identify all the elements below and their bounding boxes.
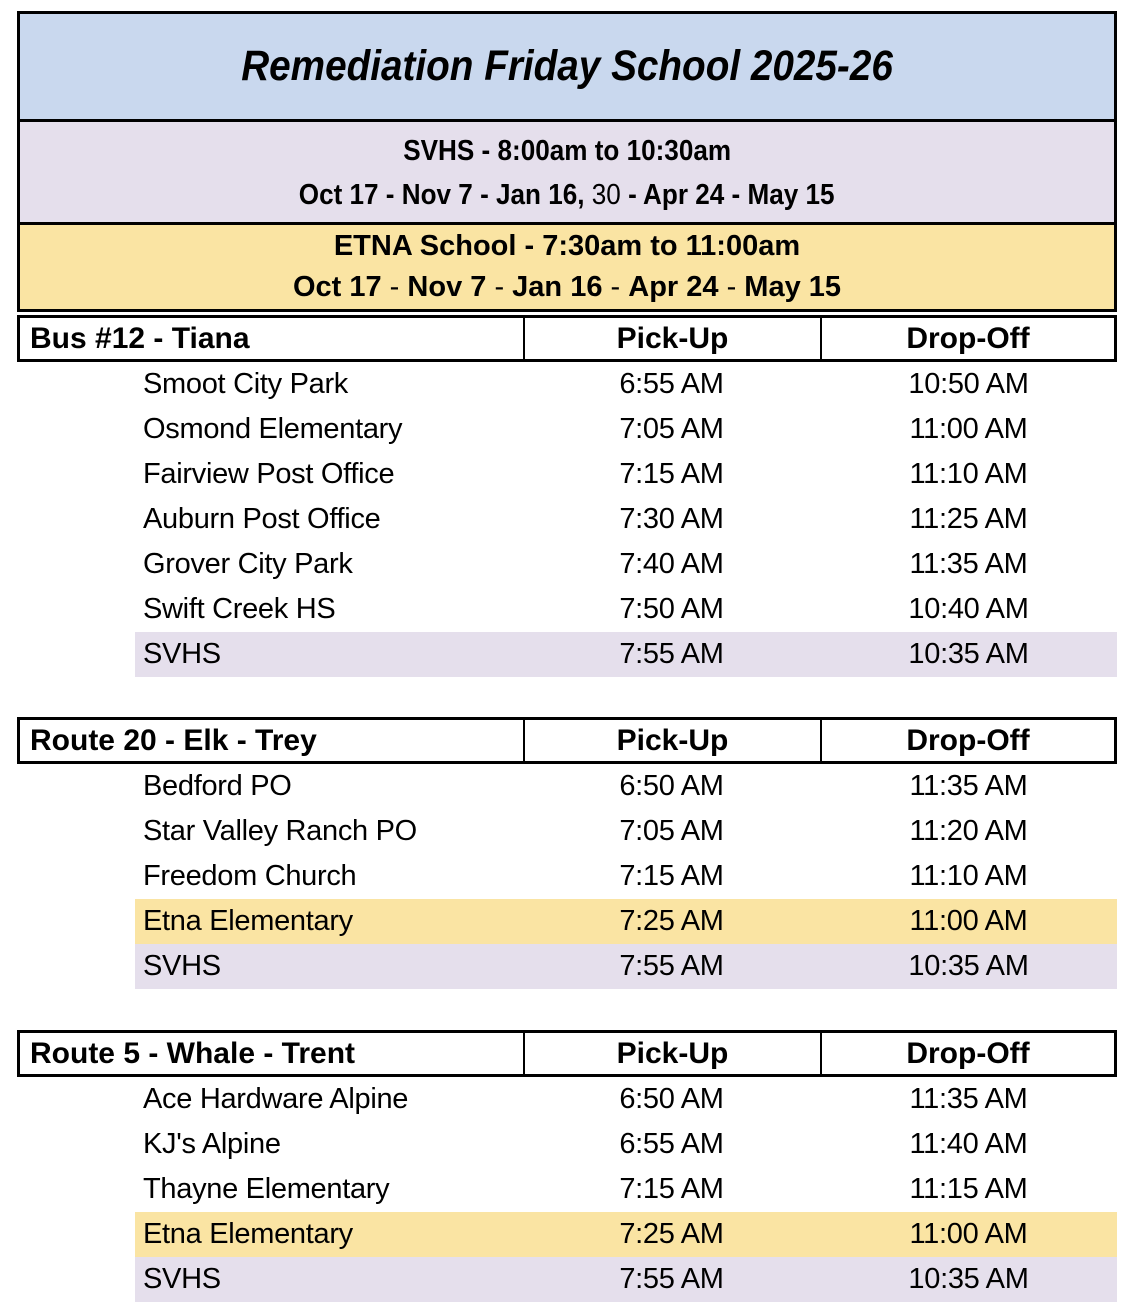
dropoff-time: 11:00 AM [909, 413, 1028, 445]
svhs-banner [20, 119, 1114, 222]
table-row [17, 1212, 1117, 1257]
pickup-time: 7:15 AM [619, 860, 724, 892]
route-table-bus12-header [17, 315, 1117, 362]
pickup-time: 7:15 AM [619, 458, 724, 490]
route-table-route20-header [17, 717, 1117, 764]
schedule-content [17, 11, 1117, 1302]
dropoff-time: 10:35 AM [908, 1263, 1029, 1295]
stop-name: Etna Elementary [143, 905, 353, 937]
etna-dash-2: - [486, 271, 513, 303]
table-row [17, 854, 1117, 899]
dropoff-time: 10:40 AM [908, 593, 1029, 625]
dropoff-time: 11:00 AM [909, 1218, 1028, 1250]
route-title: Route 5 - Whale - Trent [30, 1036, 356, 1070]
pickup-time: 7:15 AM [619, 1173, 724, 1205]
stop-name: Etna Elementary [143, 1218, 353, 1250]
dropoff-time: 10:35 AM [908, 950, 1029, 982]
route-table-route5-header [17, 1030, 1117, 1077]
table-row [17, 587, 1117, 632]
svhs-dates-part-regular: 30 [584, 179, 629, 211]
dropoff-time: 11:10 AM [909, 458, 1028, 490]
etna-date-4: Apr 24 [628, 271, 719, 303]
etna-date-2: Nov 7 [407, 271, 487, 303]
table-row [17, 809, 1117, 854]
dropoff-column-header: Drop-Off [820, 720, 1114, 761]
stop-name: SVHS [143, 950, 221, 982]
stop-name: Auburn Post Office [143, 503, 381, 535]
table-row [17, 1077, 1117, 1122]
table-row [17, 542, 1117, 587]
pickup-time: 7:05 AM [619, 815, 724, 847]
stop-name: SVHS [143, 638, 221, 670]
table-row [17, 944, 1117, 989]
stop-name: Fairview Post Office [143, 458, 395, 490]
etna-date-3: Jan 16 [512, 271, 603, 303]
table-row [17, 764, 1117, 809]
stop-name: Ace Hardware Alpine [143, 1083, 409, 1115]
etna-date-1: Oct 17 [292, 271, 382, 303]
dropoff-time: 10:35 AM [908, 638, 1029, 670]
dropoff-time: 11:35 AM [909, 1083, 1028, 1115]
dropoff-time: 11:00 AM [909, 905, 1028, 937]
dropoff-column-header: Drop-Off [820, 1033, 1114, 1074]
svhs-dates-line [20, 173, 1114, 217]
pickup-time: 7:40 AM [619, 548, 724, 580]
stop-name: Thayne Elementary [143, 1173, 390, 1205]
dropoff-time: 11:35 AM [909, 770, 1028, 802]
table-row [17, 362, 1117, 407]
title-banner [20, 14, 1114, 119]
table-row [17, 1167, 1117, 1212]
dropoff-time: 11:25 AM [909, 503, 1028, 535]
banner-box [17, 11, 1117, 312]
route-table-route20 [17, 717, 1117, 989]
pickup-column-header: Pick-Up [523, 720, 820, 761]
etna-dash-1: - [381, 271, 408, 303]
table-gap [17, 677, 1117, 714]
table-gap [17, 989, 1117, 1027]
pickup-time: 7:05 AM [619, 413, 724, 445]
pickup-time: 7:25 AM [619, 905, 724, 937]
route-table-bus12 [17, 315, 1117, 677]
stop-name: Freedom Church [143, 860, 357, 892]
stop-name: Smoot City Park [143, 368, 348, 400]
table-row [17, 899, 1117, 944]
page-title: Remediation Friday School 2025-26 [241, 42, 893, 90]
table-row [17, 497, 1117, 542]
pickup-time: 6:55 AM [619, 1128, 724, 1160]
stop-name: Osmond Elementary [143, 413, 403, 445]
stop-name: SVHS [143, 1263, 221, 1295]
stop-name: Star Valley Ranch PO [143, 815, 417, 847]
table-row [17, 632, 1117, 677]
dropoff-time: 11:15 AM [909, 1173, 1028, 1205]
table-row [17, 407, 1117, 452]
table-row [17, 1122, 1117, 1167]
dropoff-column-header: Drop-Off [820, 318, 1114, 359]
etna-dash-4: - [718, 271, 745, 303]
etna-banner [20, 222, 1114, 309]
svhs-dates-part-bold-1: Oct 17 - Nov 7 - Jan 16, [299, 179, 585, 211]
pickup-column-header: Pick-Up [523, 1033, 820, 1074]
etna-schedule-text: ETNA School - 7:30am to 11:00am [333, 230, 801, 262]
pickup-time: 7:25 AM [619, 1218, 724, 1250]
dropoff-time: 11:10 AM [909, 860, 1028, 892]
svhs-schedule-text: SVHS - 8:00am to 10:30am [403, 135, 731, 167]
route-title: Bus #12 - Tiana [30, 321, 250, 355]
stop-name: Grover City Park [143, 548, 353, 580]
dropoff-time: 11:35 AM [909, 548, 1028, 580]
pickup-time: 7:55 AM [619, 1263, 724, 1295]
dropoff-time: 11:20 AM [909, 815, 1028, 847]
pickup-time: 7:30 AM [619, 503, 724, 535]
pickup-column-header: Pick-Up [523, 318, 820, 359]
etna-dates-line [20, 267, 1114, 308]
stop-name: KJ's Alpine [143, 1128, 281, 1160]
stop-name: Swift Creek HS [143, 593, 336, 625]
etna-date-5: May 15 [744, 271, 842, 303]
table-row [17, 1257, 1117, 1302]
pickup-time: 6:50 AM [619, 1083, 724, 1115]
table-row [17, 452, 1117, 497]
svhs-dates-part-bold-2: - Apr 24 - May 15 [628, 179, 835, 211]
etna-dash-3: - [602, 271, 629, 303]
dropoff-time: 10:50 AM [908, 368, 1029, 400]
pickup-time: 7:50 AM [619, 593, 724, 625]
route-title: Route 20 - Elk - Trey [30, 723, 317, 757]
pickup-time: 6:50 AM [619, 770, 724, 802]
route-table-route5 [17, 1030, 1117, 1302]
stop-name: Bedford PO [143, 770, 292, 802]
dropoff-time: 11:40 AM [909, 1128, 1028, 1160]
pickup-time: 6:55 AM [619, 368, 724, 400]
pickup-time: 7:55 AM [619, 950, 724, 982]
pickup-time: 7:55 AM [619, 638, 724, 670]
